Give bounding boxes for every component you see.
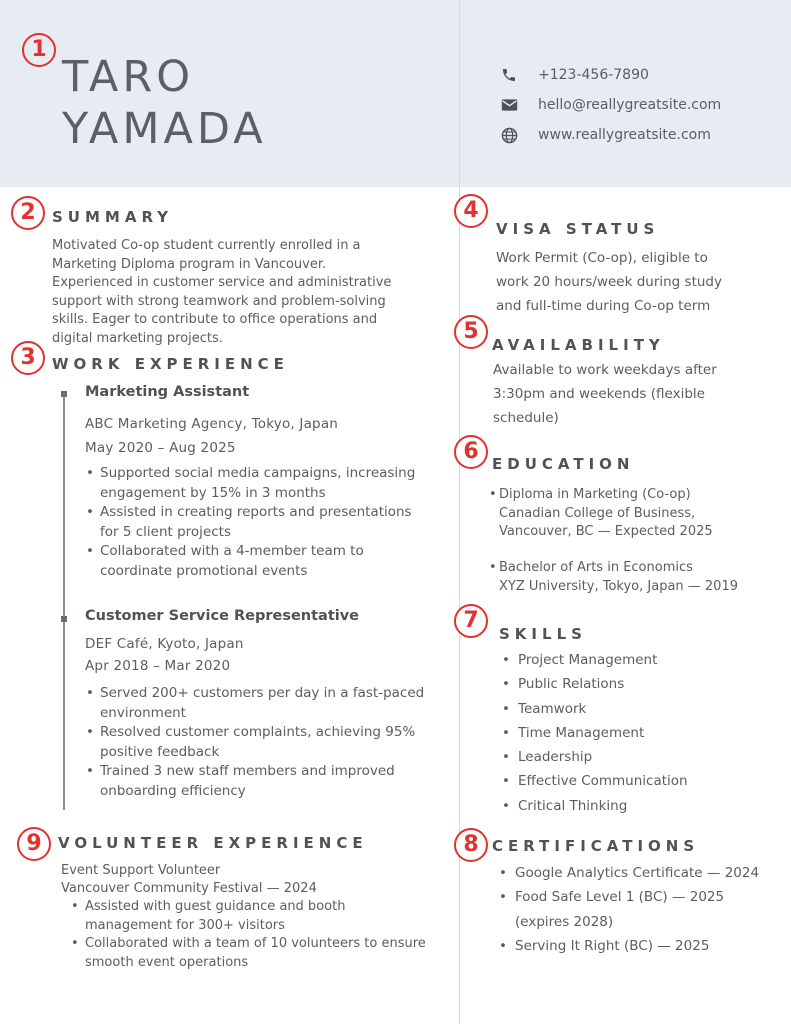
job-dates: Apr 2018 – Mar 2020 (85, 658, 231, 674)
work-experience-title: WORK EXPERIENCE (52, 355, 289, 373)
availability-line: schedule) (493, 410, 559, 426)
certifications-title: CERTIFICATIONS (492, 837, 700, 855)
contact-website-text: www.reallygreatsite.com (538, 127, 711, 143)
job-dates: May 2020 – Aug 2025 (85, 440, 236, 456)
summary-line: support with strong teamwork and problem-solving (52, 293, 386, 309)
job-company: ABC Marketing Agency, Tokyo, Japan (85, 416, 339, 432)
list-item: • Leadership (500, 745, 688, 769)
globe-icon (500, 126, 518, 144)
first-name: TARO (62, 52, 195, 102)
list-item: • Google Analytics Certificate — 2024 (497, 861, 759, 885)
timeline-line (63, 392, 65, 810)
marker-2: 2 (11, 196, 45, 230)
visa-status-title: VISA STATUS (496, 220, 660, 238)
timeline-dot (61, 391, 67, 397)
contact-email[interactable] (500, 96, 721, 114)
list-item: • Food Safe Level 1 (BC) — 2025 (497, 885, 759, 909)
skills-list (500, 648, 688, 818)
summary-text (52, 237, 412, 348)
job-title: Customer Service Representative (85, 608, 360, 624)
list-item: • Assisted in creating reports and presentations for 5 client projects (85, 503, 435, 542)
marker-3: 3 (11, 341, 45, 375)
list-item: • Assisted with guest guidance and booth management for 300+ visitors (70, 898, 450, 935)
marker-7: 7 (454, 604, 488, 638)
education-item: • Diploma in Marketing (Co-op) Canadian College of Business, Vancouver, BC — Expected 2025 (489, 487, 713, 539)
job-company: DEF Café, Kyoto, Japan (85, 636, 244, 652)
marker-6: 6 (454, 435, 488, 469)
list-item: • Served 200+ customers per day in a fast-paced environment (85, 684, 435, 723)
summary-line: skills. Eager to contribute to office operations and (52, 312, 378, 327)
visa-line: Work Permit (Co-op), eligible to (496, 250, 708, 266)
list-item: • Supported social media campaigns, increasing engagement by 15% in 3 months (85, 464, 435, 503)
list-item: • Teamwork (500, 697, 688, 721)
certifications-list (497, 861, 759, 958)
job-bullets (85, 464, 435, 581)
visa-status-text (496, 246, 776, 318)
column-divider (459, 0, 460, 1024)
timeline-dot (61, 616, 67, 622)
visa-line: work 20 hours/week during study (496, 274, 722, 290)
marker-4: 4 (454, 194, 488, 228)
list-item: • Resolved customer complaints, achieving 95% positive feedback (85, 723, 435, 762)
job-bullets (85, 684, 435, 801)
summary-title: SUMMARY (52, 208, 174, 226)
availability-text (493, 358, 773, 430)
skills-title: SKILLS (499, 625, 587, 643)
marker-1: 1 (22, 33, 56, 67)
list-item: • Collaborated with a team of 10 volunteers to ensure smooth event operations (70, 935, 450, 972)
marker-5: 5 (454, 315, 488, 349)
contact-email-text: hello@reallygreatsite.com (538, 97, 722, 113)
list-item: • Collaborated with a 4-member team to coordinate promotional events (85, 542, 435, 581)
mail-icon (500, 96, 518, 114)
volunteer-role: Event Support Volunteer (61, 863, 221, 878)
phone-icon (500, 66, 518, 84)
volunteer-title: VOLUNTEER EXPERIENCE (58, 834, 368, 852)
list-item: • Trained 3 new staff members and improved onboarding efficiency (85, 762, 435, 801)
summary-line: Experienced in customer service and administrative (52, 275, 392, 290)
job-title: Marketing Assistant (85, 384, 250, 400)
list-item: • Critical Thinking (500, 794, 688, 818)
summary-line: digital marketing projects. (52, 330, 223, 346)
education-item: • Bachelor of Arts in Economics XYZ University, Tokyo, Japan — 2019 (489, 560, 738, 594)
list-item: • Effective Communication (500, 769, 688, 793)
list-item: • Public Relations (500, 672, 688, 696)
list-item: • Project Management (500, 648, 688, 672)
availability-line: Available to work weekdays after (493, 362, 717, 378)
availability-title: AVAILABILITY (492, 336, 665, 354)
contact-website[interactable] (500, 126, 711, 144)
volunteer-bullets (70, 898, 450, 972)
contact-phone-text: +123-456-7890 (538, 67, 649, 83)
list-item-continuation: (expires 2028) (515, 913, 614, 930)
list-item: • Time Management (500, 721, 688, 745)
summary-line: Marketing Diploma program in Vancouver. (52, 256, 327, 272)
last-name: YAMADA (62, 104, 267, 154)
summary-line: Motivated Co-op student currently enrolled in a (52, 238, 361, 253)
list-item: • Serving It Right (BC) — 2025 (497, 934, 759, 958)
volunteer-org: Vancouver Community Festival — 2024 (61, 881, 317, 896)
marker-9: 9 (17, 827, 51, 861)
marker-8: 8 (454, 828, 488, 862)
visa-line: and full-time during Co-op term (496, 298, 711, 314)
contact-phone[interactable] (500, 66, 649, 84)
availability-line: 3:30pm and weekends (flexible (493, 386, 705, 402)
education-title: EDUCATION (492, 455, 635, 473)
